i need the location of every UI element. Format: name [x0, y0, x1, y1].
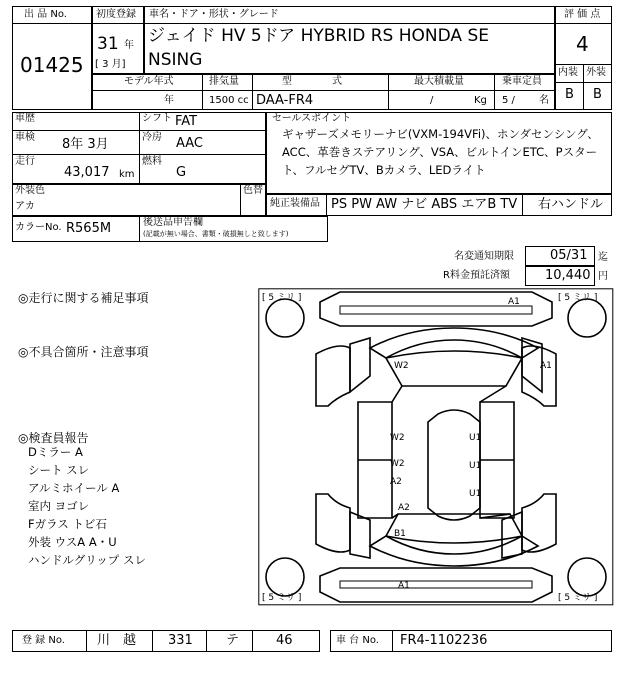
- capacity-label: 乗車定員: [502, 76, 542, 87]
- recycle-value: 10,440: [545, 268, 591, 283]
- color-no-label: カラーNo.: [15, 222, 62, 233]
- reg-no-label: 登 録 No.: [22, 635, 65, 646]
- car-name-line2: NSING: [148, 50, 203, 70]
- mark-rear-bumper: A1: [398, 581, 410, 591]
- tire-label-top-left: [ 5 ミリ ]: [262, 293, 302, 303]
- exterior-grade: B: [593, 87, 602, 102]
- lot-no: 01425: [20, 53, 84, 77]
- max-load-label: 最大積載量: [414, 76, 464, 87]
- mark-roof-2: U1: [469, 461, 482, 471]
- mark-roof-1: U1: [469, 433, 482, 443]
- mark-door-left-rear-bottom: A2: [390, 477, 402, 487]
- steering-side: 右ハンドル: [538, 197, 604, 212]
- mark-rear-left-lower: B1: [394, 529, 406, 539]
- defects-label: ◎不具合箇所・注意事項: [18, 345, 149, 359]
- tire-label-bottom-left: [ 5 ミリ ]: [262, 593, 302, 603]
- shift-value: FAT: [175, 114, 198, 129]
- exterior-grade-label: 外装: [586, 67, 606, 78]
- car-damage-diagram: [258, 288, 614, 606]
- inspector-item: ハンドルグリップ スレ: [28, 553, 146, 567]
- mileage-label: 走行: [15, 156, 35, 167]
- color-change-label: 色替: [243, 185, 263, 196]
- inspector-item: シート スレ: [28, 463, 90, 477]
- sales-points-line1: ギャザーズメモリーナビ(VXM-194VFi)、ホンダセンシング、: [282, 127, 599, 141]
- car-name-line1: ジェイド HV 5ドア HYBRID RS HONDA SE: [148, 26, 489, 46]
- mark-roof-3: U1: [469, 489, 482, 499]
- sales-points-line2: ACC、革巻きステアリング、VSA、ビルトインETC、Pスター: [282, 145, 598, 159]
- inspector-item: アルミホイール A: [28, 481, 120, 495]
- first-reg-year: 31: [97, 34, 119, 54]
- fuel-label: 燃料: [142, 156, 162, 167]
- sales-points-label: セールスポイント: [272, 113, 352, 124]
- ac-label: 冷房: [142, 132, 162, 143]
- first-reg-year-unit: 年: [124, 40, 134, 51]
- ext-color-label: 外装色: [15, 185, 45, 196]
- capacity-value: 5 /: [502, 95, 515, 106]
- recycle-unit: 円: [598, 271, 608, 282]
- tire-label-bottom-right: [ 5 ミリ ]: [558, 593, 598, 603]
- capacity-unit: 名: [539, 95, 549, 106]
- change-deadline-label: 名変通知期限: [454, 251, 514, 262]
- sales-points-line3: ト、フルセグTV、Bカメラ、LEDライト: [282, 163, 486, 177]
- fuel-value: G: [176, 165, 187, 180]
- ext-color-box: [12, 184, 266, 216]
- displacement-label: 排気量: [209, 76, 239, 87]
- lot-no-label: 出 品 No.: [24, 9, 67, 20]
- mark-front-right: A1: [540, 361, 552, 371]
- type-label: 型 式: [282, 76, 342, 87]
- inspector-report-label: ◎検査員報告: [18, 431, 89, 445]
- inspection-label: 車検: [15, 132, 35, 143]
- first-reg-month: [ 3 月]: [95, 59, 126, 70]
- inspector-item: 外装 ウスA A・U: [28, 535, 117, 549]
- mileage-unit: km: [119, 169, 135, 180]
- max-load-unit: Kg: [474, 95, 487, 106]
- history-label: 車歴: [15, 113, 35, 124]
- change-deadline-unit: 迄: [598, 252, 608, 263]
- driving-notes-label: ◎走行に関する補足事項: [18, 291, 149, 305]
- reg-class: 331: [168, 633, 193, 648]
- post-report-label: 後送品申告欄: [143, 217, 203, 228]
- model-year-unit: 年: [164, 95, 174, 106]
- reg-area: 川 越: [97, 633, 137, 648]
- change-deadline-value: 05/31: [550, 248, 588, 263]
- rating-label: 評 価 点: [564, 9, 601, 20]
- tire-label-top-right: [ 5 ミリ ]: [558, 293, 598, 303]
- mark-door-left-front: W2: [390, 433, 405, 443]
- ext-color-value: アカ: [15, 201, 35, 212]
- reg-kana: テ: [226, 633, 240, 648]
- post-report-note: (記載が無い場合、書類・破損無しと致します): [143, 230, 289, 238]
- inspection-value: 8年 3月: [62, 137, 109, 152]
- equipment-label: 純正装備品: [270, 198, 320, 209]
- mark-front-left: W2: [394, 361, 409, 371]
- rating-value: 4: [576, 32, 589, 56]
- color-no-value: R565M: [66, 221, 112, 236]
- chassis-no: FR4-1102236: [400, 633, 488, 648]
- model-year-label: モデル年式: [124, 76, 174, 87]
- inspector-item: Fガラス トビ石: [28, 517, 107, 531]
- car-outline-svg: [258, 288, 614, 606]
- first-reg-label: 初度登録: [96, 9, 136, 20]
- inspector-item: 室内 ヨゴレ: [28, 499, 90, 513]
- max-load-slash: /: [430, 95, 434, 106]
- mark-front-bumper: A1: [508, 297, 520, 307]
- car-name-label: 車名・ドア・形状・グレード: [149, 9, 279, 20]
- displacement-value: 1500 cc: [209, 95, 249, 106]
- recycle-label: R料金預託済額: [443, 270, 510, 281]
- interior-grade: B: [565, 87, 574, 102]
- ac-value: AAC: [176, 136, 203, 151]
- interior-grade-label: 内装: [558, 67, 578, 78]
- reg-number: 46: [276, 633, 293, 648]
- chassis-label: 車 台 No.: [336, 635, 379, 646]
- type-value: DAA-FR4: [256, 93, 314, 108]
- shift-label: シフト: [142, 113, 172, 124]
- mileage-value: 43,017: [64, 165, 110, 180]
- equipment-items: PS PW AW ナビ ABS エアB TV: [331, 197, 518, 212]
- inspector-item: Dミラー A: [28, 445, 83, 459]
- mark-door-left-rear-top: W2: [390, 459, 405, 469]
- mark-rear-left: A2: [398, 503, 410, 513]
